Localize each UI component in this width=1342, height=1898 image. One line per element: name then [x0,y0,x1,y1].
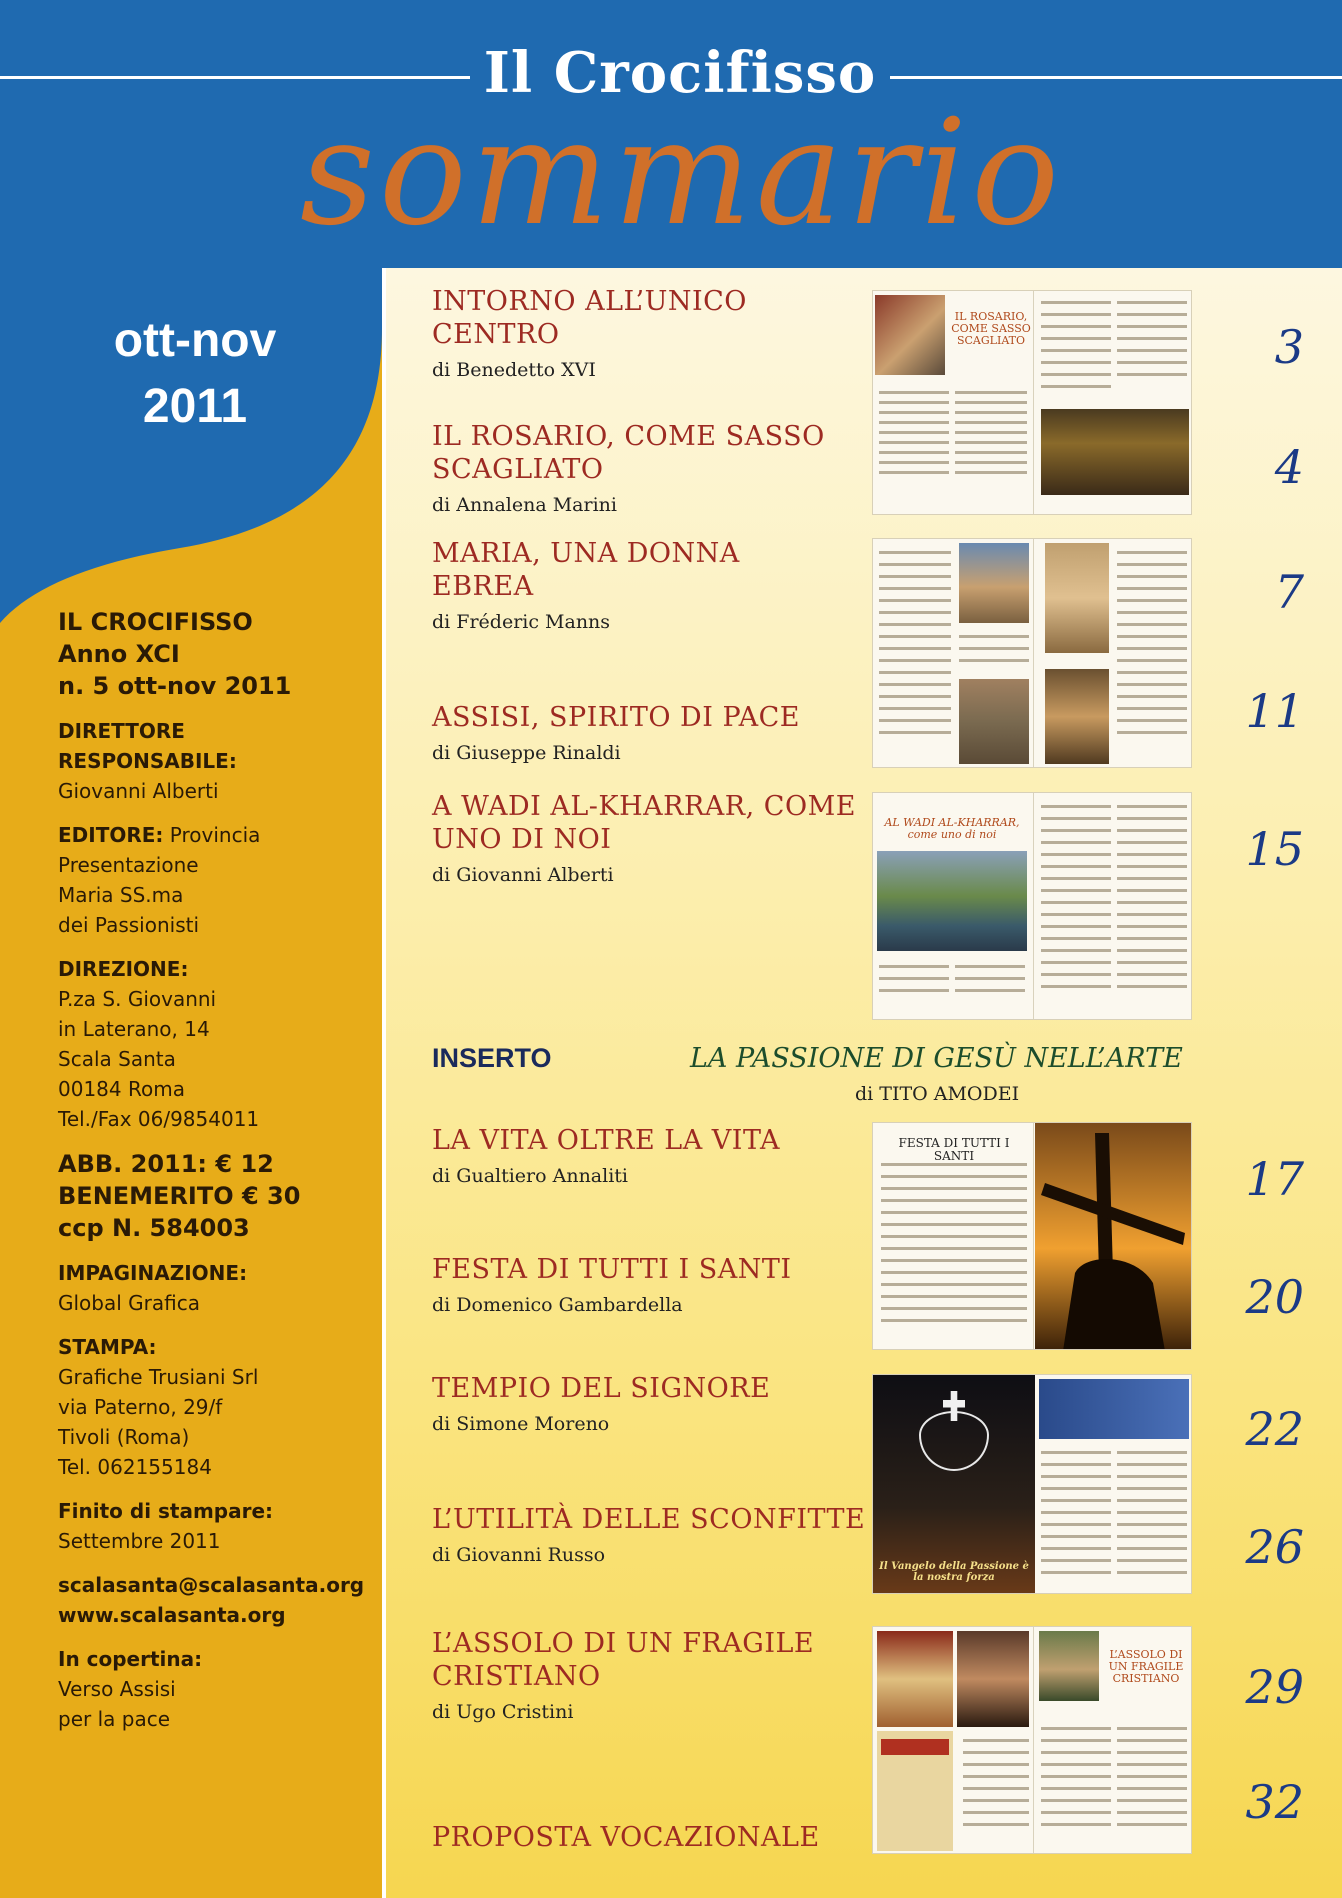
masthead [58,606,378,702]
toc-entry-title: ASSISI, SPIRITO DI PACE [432,702,801,733]
finished-value: Settembre 2011 [58,1529,221,1553]
print-line: Tel. 062155184 [58,1455,212,1479]
spread-thumbnail-santi [872,1122,1192,1350]
issue-date [10,308,380,440]
spread-fold [1033,793,1034,1019]
portrait-photo [1039,1631,1099,1701]
spread-thumbnail-tempio [872,1374,1192,1594]
director-value: Giovanni Alberti [58,779,219,803]
subscription-line: ccp N. 584003 [58,1214,250,1242]
spread-thumbnail-rosario [872,290,1192,515]
passion-motto: Il Vangelo della Passione è la nostra forza [879,1561,1029,1583]
spread-fold [1033,1123,1034,1349]
publisher-line: Provincia [169,823,261,847]
toc-entry-title: MARIA, UNA DONNA EBREA [432,538,740,602]
toc-entry-author: di Giovanni Russo [432,1544,606,1566]
toc-entry[interactable] [432,285,872,381]
page-number: 32 [1245,1775,1304,1829]
river-photo [877,851,1027,951]
spread-fold [1033,1627,1034,1853]
contact-block [58,1570,378,1630]
direction-line: P.za S. Giovanni [58,987,217,1011]
website-link[interactable]: www.scalasanta.org [58,1603,286,1627]
blue-text-panel [1039,1379,1189,1439]
publisher-line: dei Passionisti [58,913,200,937]
page-number: 29 [1245,1660,1304,1714]
insert-author: di TITO AMODEI [855,1083,1020,1105]
print-label: STAMPA: [58,1335,157,1359]
masthead-line: IL CROCIFISSO [58,608,253,636]
print-block [58,1332,378,1482]
cover-label: In copertina: [58,1647,203,1671]
poster-photo [877,1631,953,1727]
direction-line: Scala Santa [58,1047,176,1071]
toc-entry-title: TEMPIO DEL SIGNORE [432,1373,771,1404]
toc-entry[interactable] [432,537,792,633]
spread-thumbnail-wadi [872,792,1192,1020]
page-number: 15 [1245,822,1304,876]
quote-box-header [881,1739,949,1755]
print-line: Grafiche Trusiani Srl [58,1365,259,1389]
toc-entry-title: IL ROSARIO, COME SASSO SCAGLIATO [432,421,825,485]
toc-entry-author: di Annalena Marini [432,494,617,516]
spread-thumbnail-maria [872,538,1192,768]
spread-fold [1033,539,1034,767]
toc-entry[interactable] [432,790,872,886]
direction-block [58,954,378,1134]
toc-entry[interactable] [432,1253,872,1316]
cover-block [58,1644,378,1734]
cover-line: per la pace [58,1707,171,1731]
finished-block [58,1496,378,1556]
publisher-line: Maria SS.ma [58,883,184,907]
rosario-heading: IL ROSARIO, COME SASSO SCAGLIATO [951,310,1031,348]
issue-month: ott-nov [113,314,277,367]
page-number: 4 [1274,440,1304,494]
toc-entry-title: L’ASSOLO DI UN FRAGILE CRISTIANO [432,1628,815,1692]
rosary-photo [875,295,945,375]
toc-entry[interactable] [432,1503,872,1566]
section-title: sommario [300,88,1064,258]
publisher-line: Presentazione [58,853,199,877]
toc-entry-author: di Benedetto XVI [432,359,596,381]
toc-entry[interactable] [432,1627,872,1723]
toc-entry-author: di Domenico Gambardella [432,1294,683,1316]
publisher-block [58,820,378,940]
layout-label: IMPAGINAZIONE: [58,1261,248,1285]
basilica-photo [1045,543,1109,653]
layout-value: Global Grafica [58,1291,200,1315]
church-photo [1041,409,1189,495]
page-number: 11 [1245,684,1304,738]
director-block [58,716,378,806]
publisher-label: EDITORE: [58,823,164,847]
page-number: 20 [1245,1270,1304,1324]
spread-fold [1033,291,1034,514]
toc-entry-title: INTORNO ALL’UNICO CENTRO [432,286,747,350]
print-line: via Paterno, 29/f [58,1395,223,1419]
cross-silhouette-photo [1035,1123,1192,1350]
masthead-line: Anno XCI [58,640,180,668]
page-number: 17 [1245,1152,1304,1206]
toc-entry-author: di Gualtiero Annaliti [432,1165,629,1187]
subscription-line: BENEMERITO € 30 [58,1182,301,1210]
subscription-line: ABB. 2011: € 12 [58,1150,274,1178]
finished-label: Finito di stampare: [58,1499,274,1523]
santi-heading: FESTA DI TUTTI I SANTI [898,1136,1010,1164]
credits [58,606,378,1748]
toc-entry[interactable] [432,420,872,516]
page-number: 3 [1274,320,1304,374]
page-number: 7 [1274,565,1304,619]
toc-entry-author: di Giuseppe Rinaldi [432,742,621,764]
assolo-heading: L’ASSOLO DI UN FRAGILE CRISTIANO [1108,1648,1184,1686]
jerusalem-photo [959,543,1029,623]
page-number: 22 [1245,1402,1304,1456]
toc-entry[interactable] [432,1124,872,1187]
email-link[interactable]: scalasanta@scalasanta.org [58,1573,365,1597]
toc-entry[interactable] [432,701,872,764]
toc-entry-author: di Giovanni Alberti [432,864,614,886]
fresco-photo [1045,669,1109,764]
sidebar [0,268,382,1898]
cover-line: Verso Assisi [58,1677,176,1701]
toc-entry-author: di Simone Moreno [432,1413,610,1435]
masthead-line: n. 5 ott-nov 2011 [58,672,292,700]
toc-entry[interactable] [432,1372,872,1435]
column-divider [382,268,386,1898]
print-line: Tivoli (Roma) [58,1425,190,1449]
wadi-heading: AL WADI AL-KHARRAR, come uno di noi [884,816,1020,842]
issue-year: 2011 [142,380,248,433]
direction-line: in Laterano, 14 [58,1017,210,1041]
toc-entry-author: di Ugo Cristini [432,1701,574,1723]
header-rule-right [890,76,1342,79]
friends-photo [957,1631,1029,1727]
spread-thumbnail-assolo [872,1626,1192,1854]
page-number: 26 [1245,1520,1304,1574]
toc-entry-title: PROPOSTA VOCAZIONALE [432,1822,820,1853]
toc-entry-title: A WADI AL-KHARRAR, COME UNO DI NOI [432,791,856,855]
insert-label: INSERTO [432,1043,552,1073]
toc-entry-title: FESTA DI TUTTI I SANTI [432,1254,792,1285]
header-banner [0,0,1342,268]
direction-label: DIREZIONE: [58,957,189,981]
header-rule-left [0,76,470,79]
direction-line: 00184 Roma [58,1077,185,1101]
toc-entry-title: LA VITA OLTRE LA VITA [432,1125,780,1156]
subscription-block [58,1148,378,1244]
layout-block [58,1258,378,1318]
toc-entry-title: L’UTILITÀ DELLE SCONFITTE [432,1504,866,1535]
toc-entry-author: di Fréderic Manns [432,611,611,633]
magazine-name: Il Crocifisso [483,40,877,106]
town-photo [959,679,1029,764]
director-label: DIRETTORE RESPONSABILE: [58,719,237,773]
insert-title: LA PASSIONE DI GESÙ NELL’ARTE [690,1043,1183,1074]
toc-entry[interactable] [432,1821,872,1854]
direction-line: Tel./Fax 06/9854011 [58,1107,260,1131]
